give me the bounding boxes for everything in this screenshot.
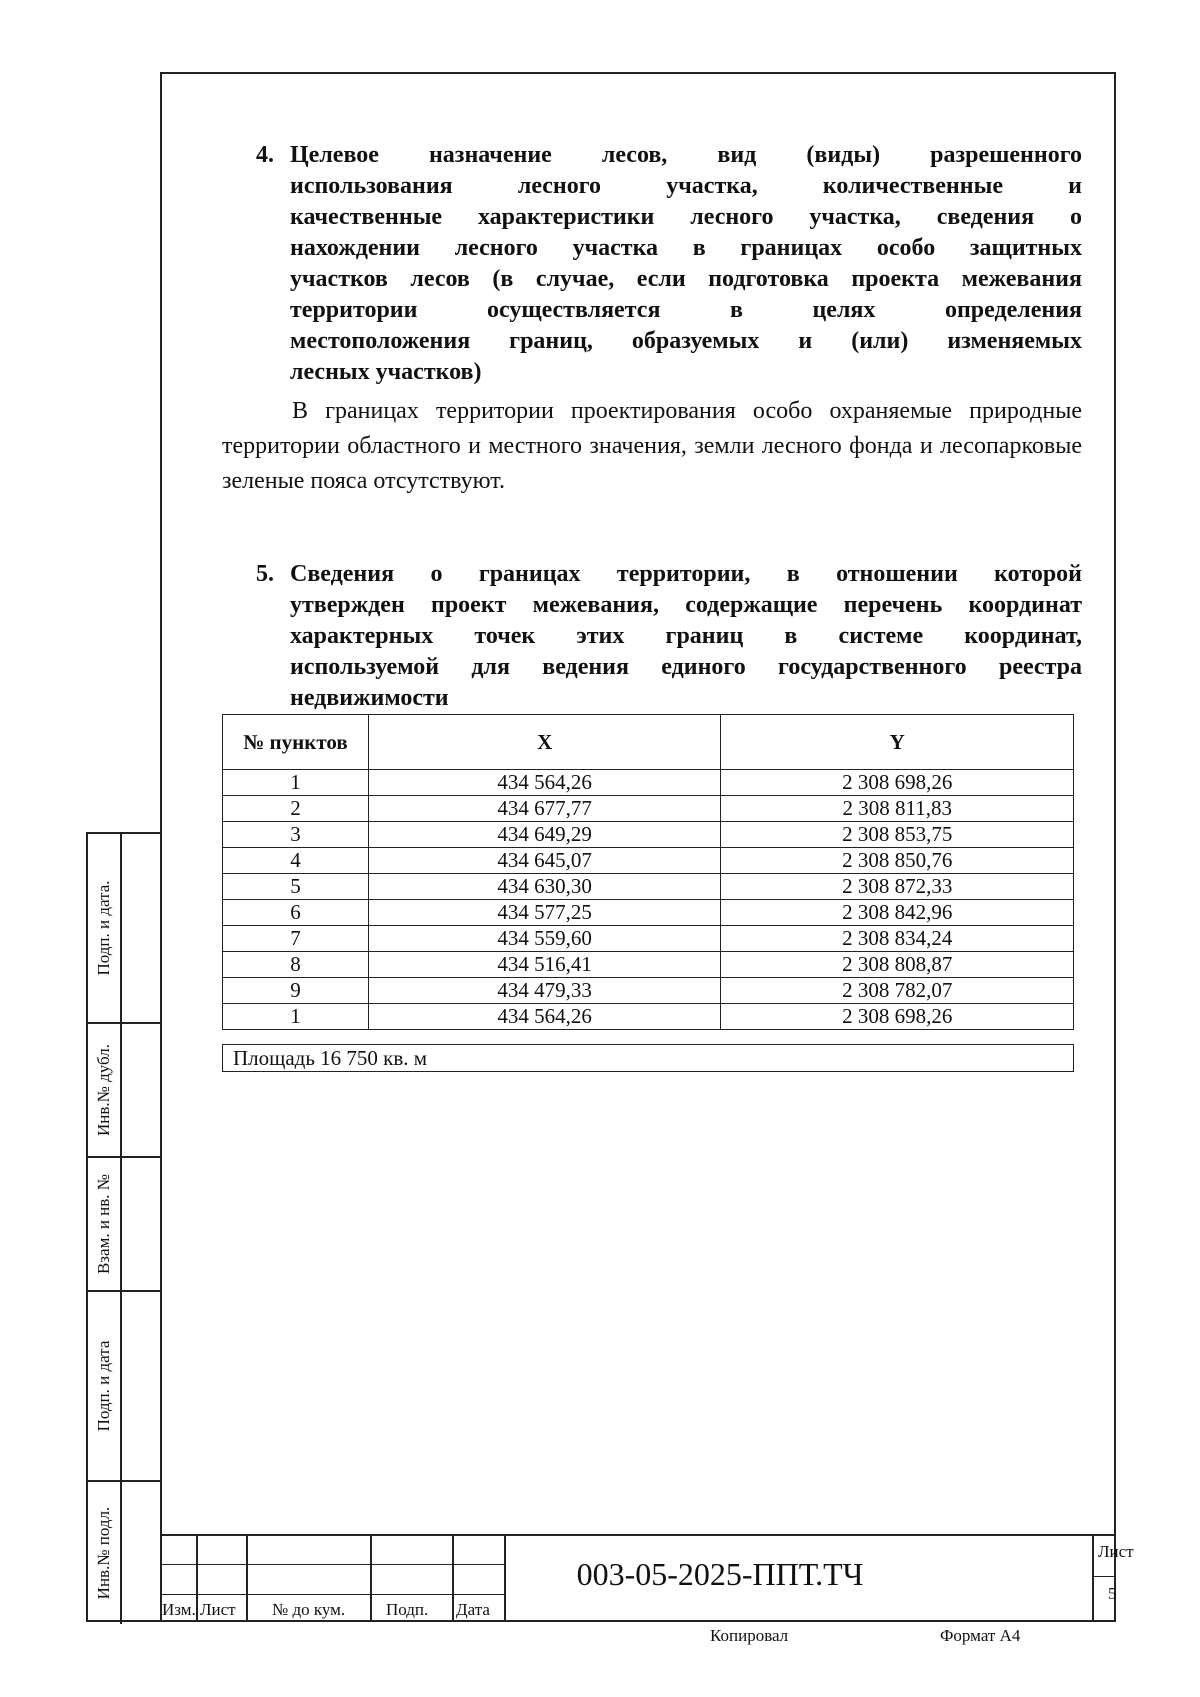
x-coordinate: 434 577,25 xyxy=(368,900,721,926)
table-row xyxy=(223,874,1074,900)
y-coordinate: 2 308 850,76 xyxy=(721,848,1074,874)
table-row xyxy=(223,978,1074,1004)
table-row xyxy=(223,796,1074,822)
document-body xyxy=(222,140,1082,1072)
y-coordinate: 2 308 834,24 xyxy=(721,926,1074,952)
section-number: 5. xyxy=(256,561,274,587)
title-block-label: № до кум. xyxy=(272,1600,346,1619)
heading-line: использования лесного участка, количественные и xyxy=(290,173,1082,199)
side-stamp xyxy=(86,832,160,1622)
heading-line: территории осуществляется в целях определения xyxy=(290,297,1082,323)
section-number: 4. xyxy=(256,142,274,168)
x-coordinate: 434 649,29 xyxy=(368,822,721,848)
y-coordinate: 2 308 808,87 xyxy=(721,952,1074,978)
side-stamp-cell: Инв.№ подл. xyxy=(88,1482,162,1624)
side-stamp-cell: Инв.№ дубл. xyxy=(88,1024,162,1158)
x-coordinate: 434 645,07 xyxy=(368,848,721,874)
section-4-heading xyxy=(222,140,1082,388)
table-row xyxy=(223,926,1074,952)
y-coordinate: 2 308 842,96 xyxy=(721,900,1074,926)
y-coordinate: 2 308 782,07 xyxy=(721,978,1074,1004)
title-block-label: Дата xyxy=(456,1600,490,1619)
heading-line: характерных точек этих границ в системе координат, xyxy=(290,623,1082,649)
table-row xyxy=(223,848,1074,874)
format-label: Формат А4 xyxy=(940,1626,1021,1645)
heading-line: лесных участков) xyxy=(290,359,482,385)
coordinates-table xyxy=(222,714,1074,1030)
x-coordinate: 434 559,60 xyxy=(368,926,721,952)
x-coordinate: 434 677,77 xyxy=(368,796,721,822)
heading-line: 5. Сведения о границах территории, в отношении которой xyxy=(256,559,1082,590)
section-5-heading xyxy=(222,559,1082,714)
heading-line: 4. Целевое назначение лесов, вид (виды) разрешенного xyxy=(256,140,1082,171)
point-number: 3 xyxy=(223,822,369,848)
point-number: 4 xyxy=(223,848,369,874)
table-row xyxy=(223,822,1074,848)
title-block-label: Подп. xyxy=(386,1600,429,1619)
heading-line: недвижимости xyxy=(290,685,449,711)
side-stamp-cell: Подп. и дата. xyxy=(88,834,162,1024)
point-number: 7 xyxy=(223,926,369,952)
heading-line: используемой для ведения единого государственного реестра xyxy=(290,654,1082,680)
document-code: 003-05-2025-ППТ.ТЧ xyxy=(576,1556,864,1592)
table-row xyxy=(223,952,1074,978)
heading-line: участков лесов (в случае, если подготовка проекта межевания xyxy=(290,266,1082,292)
y-coordinate: 2 308 698,26 xyxy=(721,1004,1074,1030)
table-row xyxy=(223,1004,1074,1030)
table-row xyxy=(223,900,1074,926)
section-4-paragraph: В границах территории проектирования особо охраняемые природные территории областного и местного значения, земли лесного фонда и лесопарковые зеленые пояса отсутствуют. xyxy=(222,398,1082,494)
side-stamp-cell: Подп. и дата xyxy=(88,1292,162,1482)
point-number: 9 xyxy=(223,978,369,1004)
column-header-x: X xyxy=(368,715,721,770)
point-number: 5 xyxy=(223,874,369,900)
heading-line: качественные характеристики лесного участка, сведения о xyxy=(290,204,1082,230)
copied-label: Копировал xyxy=(710,1626,789,1645)
point-number: 1 xyxy=(223,770,369,796)
x-coordinate: 434 564,26 xyxy=(368,770,721,796)
column-header-y: Y xyxy=(721,715,1074,770)
sheet-number: 5 xyxy=(1108,1584,1117,1603)
heading-line: местоположения границ, образуемых и (или) изменяемых xyxy=(290,328,1082,354)
table-header-row xyxy=(223,715,1074,770)
y-coordinate: 2 308 698,26 xyxy=(721,770,1074,796)
y-coordinate: 2 308 853,75 xyxy=(721,822,1074,848)
heading-line: нахождении лесного участка в границах особо защитных xyxy=(290,235,1082,261)
point-number: 1 xyxy=(223,1004,369,1030)
area-value: Площадь 16 750 кв. м xyxy=(222,1044,1074,1072)
y-coordinate: 2 308 811,83 xyxy=(721,796,1074,822)
table-row xyxy=(223,770,1074,796)
x-coordinate: 434 516,41 xyxy=(368,952,721,978)
title-block-label: Лист xyxy=(200,1600,236,1619)
point-number: 8 xyxy=(223,952,369,978)
title-block-label: Изм. xyxy=(162,1600,196,1619)
column-header-point: № пунктов xyxy=(223,715,369,770)
sheet-label: Лист xyxy=(1098,1542,1134,1561)
x-coordinate: 434 630,30 xyxy=(368,874,721,900)
x-coordinate: 434 479,33 xyxy=(368,978,721,1004)
x-coordinate: 434 564,26 xyxy=(368,1004,721,1030)
point-number: 6 xyxy=(223,900,369,926)
heading-line: утвержден проект межевания, содержащие перечень координат xyxy=(290,592,1082,618)
point-number: 2 xyxy=(223,796,369,822)
side-stamp-cell: Взам. и нв. № xyxy=(88,1158,162,1292)
y-coordinate: 2 308 872,33 xyxy=(721,874,1074,900)
